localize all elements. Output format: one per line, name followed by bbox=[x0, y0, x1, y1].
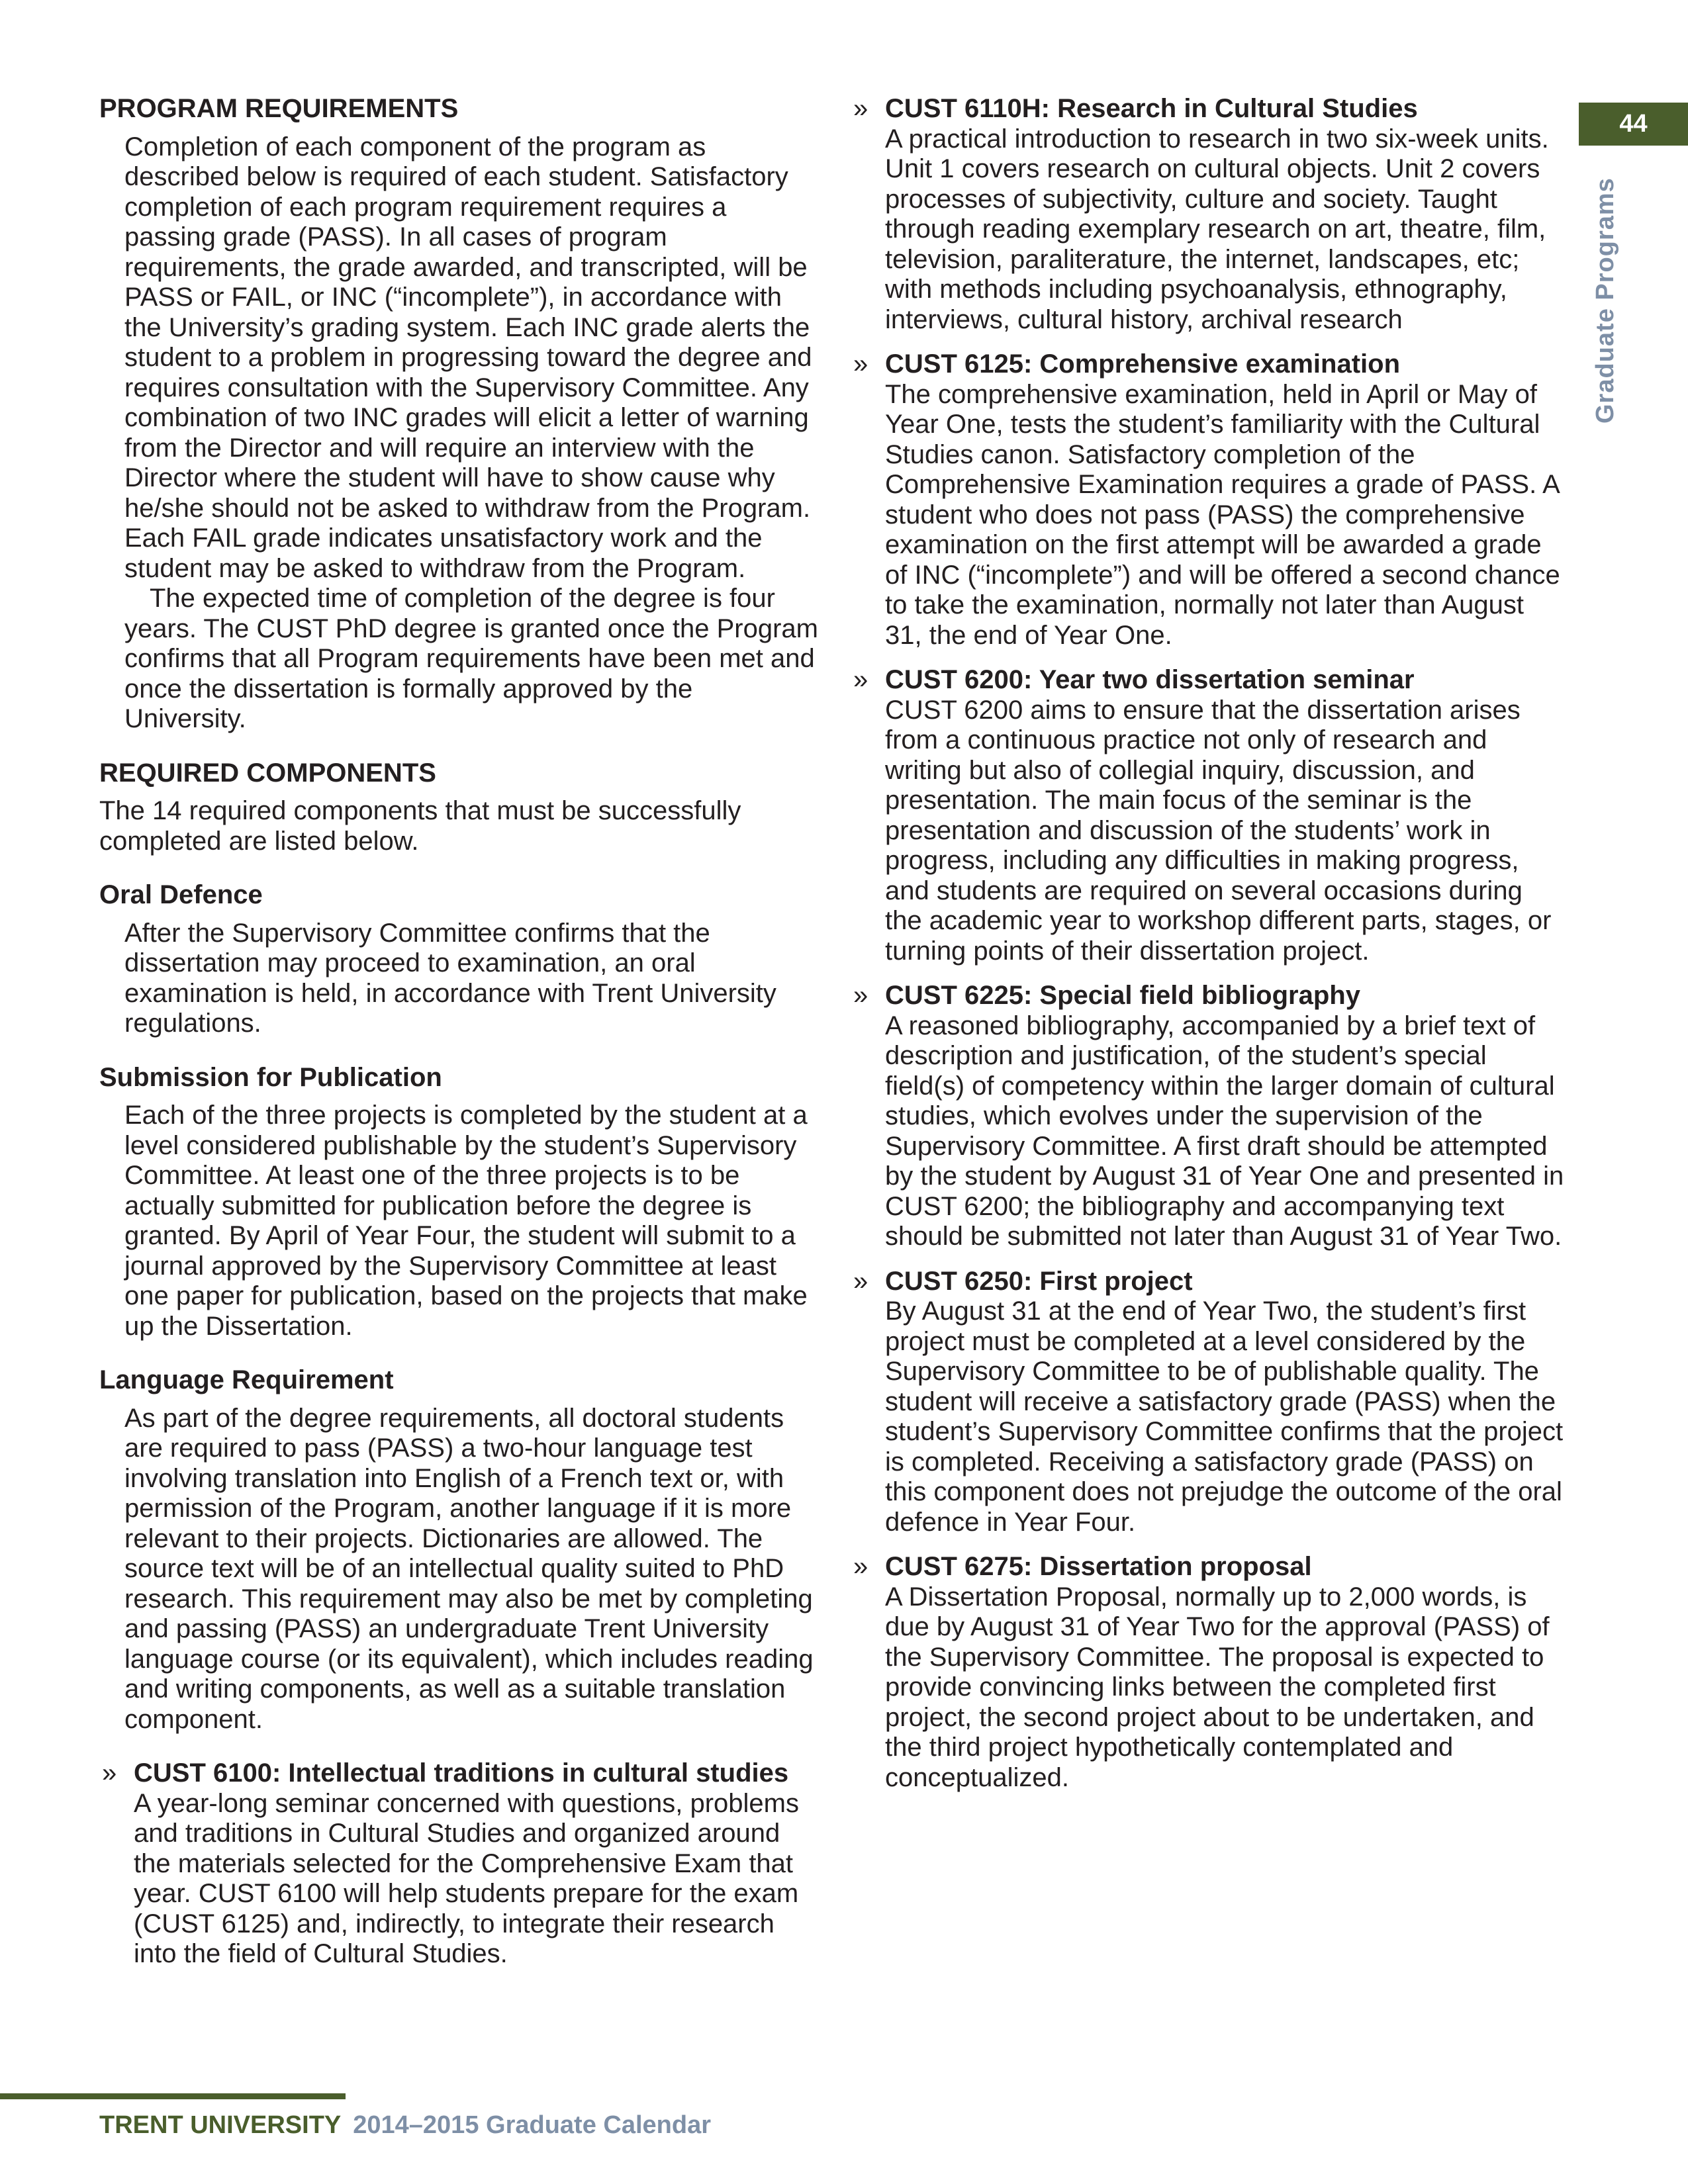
required-components-intro: The 14 required components that must be successfully completed are listed below. bbox=[99, 796, 741, 856]
course-item-cust-6100 bbox=[99, 1758, 821, 1970]
program-requirements-paragraph-1: Completion of each component of the program as described below is required of each student. Satisfactory completion of each program requirement requires a passing grade (PASS). In all cases of program requirements, the grade awarded, and transcripted, will be PASS or FAIL, or INC (“incomplete”), in accordance with the University’s grading system. Each INC grade alerts the student to a problem in progressing toward the degree and requires consultation with the Supervisory Committee. Any combination of two INC grades will elicit a letter of warning from the Director and will require an interview with the Director where the student will have to show cause why he/she should not be asked to withdraw from the Program. Each FAIL grade indicates unsatisfactory work and the student may be asked to withdraw from the Program. bbox=[124, 132, 812, 583]
bullet-icon: » bbox=[853, 1266, 868, 1296]
course-title: CUST 6225: Special field bibliography bbox=[885, 981, 1360, 1010]
course-item-cust-6110h bbox=[851, 94, 1566, 335]
oral-defence-heading: Oral Defence bbox=[99, 880, 263, 909]
course-description: A Dissertation Proposal, normally up to 2,000 words, is due by August 31 of Year Two for the approval (PASS) of the Supervisory Committee. The proposal is expected to provide convincing links between the completed first project, the second project about to be undertaken, and the third project hypothetically contemplated and conceptualized. bbox=[885, 1582, 1550, 1792]
course-description: The comprehensive examination, held in April or May of Year One, tests the student’s familiarity with the Cultural Studies canon. Satisfactory completion of the Comprehensive Examination requires a grade of PASS. A student who does not pass (PASS) the comprehensive examination on the first attempt will be awarded a grade of INC (“incomplete”) and will be offered a second chance to take the examination, normally not later than August 31, the end of Year One. bbox=[885, 379, 1560, 650]
footer-university: TRENT UNIVERSITY bbox=[99, 2111, 342, 2139]
section-side-label: Graduate Programs bbox=[1591, 177, 1619, 424]
program-requirements-heading: PROGRAM REQUIREMENTS bbox=[99, 94, 459, 123]
course-description: By August 31 at the end of Year Two, the student’s first project must be completed at a level considered by the Supervisory Committee to be of publishable quality. The student will receive a satisfactory grade (PASS) when the student’s Supervisory Committee confirms that the project is completed. Receiving a satisfactory grade (PASS) on this component does not prejudge the outcome of the oral defence in Year Four. bbox=[885, 1297, 1564, 1537]
bullet-icon: » bbox=[853, 1552, 868, 1581]
bullet-icon: » bbox=[853, 94, 868, 123]
left-column bbox=[99, 94, 821, 1970]
submission-text: Each of the three projects is completed by the student at a level considered publishable by the student’s Supervisory Committee. At least one of the three projects is to be actually submitted for publication before the degree is granted. By April of Year Four, the student will submit to a journal approved by the Supervisory Committee at least one paper for publication, based on the projects that make up the Dissertation. bbox=[124, 1101, 808, 1341]
course-title: CUST 6250: First project bbox=[885, 1266, 1193, 1296]
language-requirement-text: As part of the degree requirements, all doctoral students are required to pass (PASS) a two-hour language test involving translation into English of a French text or, with permission of the Program, another language if it is more relevant to their projects. Dictionaries are allowed. The source text will be of an intellectual quality suited to PhD research. This requirement may also be met by completing and passing (PASS) an undergraduate Trent University language course (or its equivalent), which includes reading and writing components, as well as a suitable translation component. bbox=[124, 1403, 814, 1734]
course-title: CUST 6110H: Research in Cultural Studies bbox=[885, 94, 1418, 123]
oral-defence-text: After the Supervisory Committee confirms that the dissertation may proceed to examination, an oral examination is held, in accordance with Trent University regulations. bbox=[124, 918, 776, 1038]
course-description: A reasoned bibliography, accompanied by a brief text of description and justification, of the student’s special field(s) of competency within the larger domain of cultural studies, which evolves under the supervision of the Supervisory Committee. A first draft should be attempted by the student by August 31 of Year One and presented in CUST 6200; the bibliography and accompanying text should be submitted not later than August 31 of Year Two. bbox=[885, 1011, 1564, 1251]
course-item-cust-6200 bbox=[851, 665, 1566, 966]
page-number: 44 bbox=[1619, 110, 1648, 138]
course-title: CUST 6200: Year two dissertation seminar bbox=[885, 665, 1415, 694]
program-requirements-paragraph-2: The expected time of completion of the degree is four years. The CUST PhD degree is granted once the Program confirms that all Program requirements have been met and once the dissertation is formally approved by the University. bbox=[124, 584, 818, 733]
bullet-icon: » bbox=[853, 981, 868, 1010]
footer bbox=[99, 2111, 711, 2140]
course-title: CUST 6125: Comprehensive examination bbox=[885, 349, 1401, 379]
course-description: A year-long seminar concerned with questions, problems and traditions in Cultural Studies and organized around the materials selected for the Comprehensive Exam that year. CUST 6100 will help students prepare for the exam (CUST 6125) and, indirectly, to integrate their research into the field of Cultural Studies. bbox=[134, 1788, 799, 1968]
submission-heading: Submission for Publication bbox=[99, 1062, 442, 1092]
page-number-tab bbox=[1579, 103, 1688, 146]
course-title: CUST 6275: Dissertation proposal bbox=[885, 1552, 1312, 1581]
course-description: CUST 6200 aims to ensure that the dissertation arises from a continuous practice not only of research and writing but also of collegial inquiry, discussion, and presentation. The main focus of the seminar is the presentation and discussion of the students’ work in progress, including any difficulties in making progress, and students are required on several occasions during the academic year to workshop different parts, stages, or turning points of their dissertation project. bbox=[885, 695, 1552, 966]
footer-rule bbox=[0, 2093, 346, 2099]
language-requirement-heading: Language Requirement bbox=[99, 1365, 394, 1394]
bullet-icon: » bbox=[853, 349, 868, 379]
course-item-cust-6275 bbox=[851, 1552, 1566, 1793]
course-item-cust-6250 bbox=[851, 1267, 1566, 1538]
bullet-icon: » bbox=[853, 665, 868, 694]
course-title: CUST 6100: Intellectual traditions in cultural studies bbox=[134, 1758, 789, 1788]
course-item-cust-6125 bbox=[851, 349, 1566, 651]
right-column bbox=[851, 94, 1566, 1793]
footer-calendar: 2014–2015 Graduate Calendar bbox=[353, 2111, 712, 2139]
course-item-cust-6225 bbox=[851, 981, 1566, 1252]
bullet-icon: » bbox=[102, 1758, 117, 1788]
required-components-heading: REQUIRED COMPONENTS bbox=[99, 758, 436, 788]
course-description: A practical introduction to research in two six-week units. Unit 1 covers research on cultural objects. Unit 2 covers processes of subjectivity, culture and society. Taught through reading exemplary research on art, theatre, film, television, paraliterature, the internet, landscapes, etc; with methods including psychoanalysis, ethnography, interviews, cultural history, archival research bbox=[885, 124, 1549, 334]
